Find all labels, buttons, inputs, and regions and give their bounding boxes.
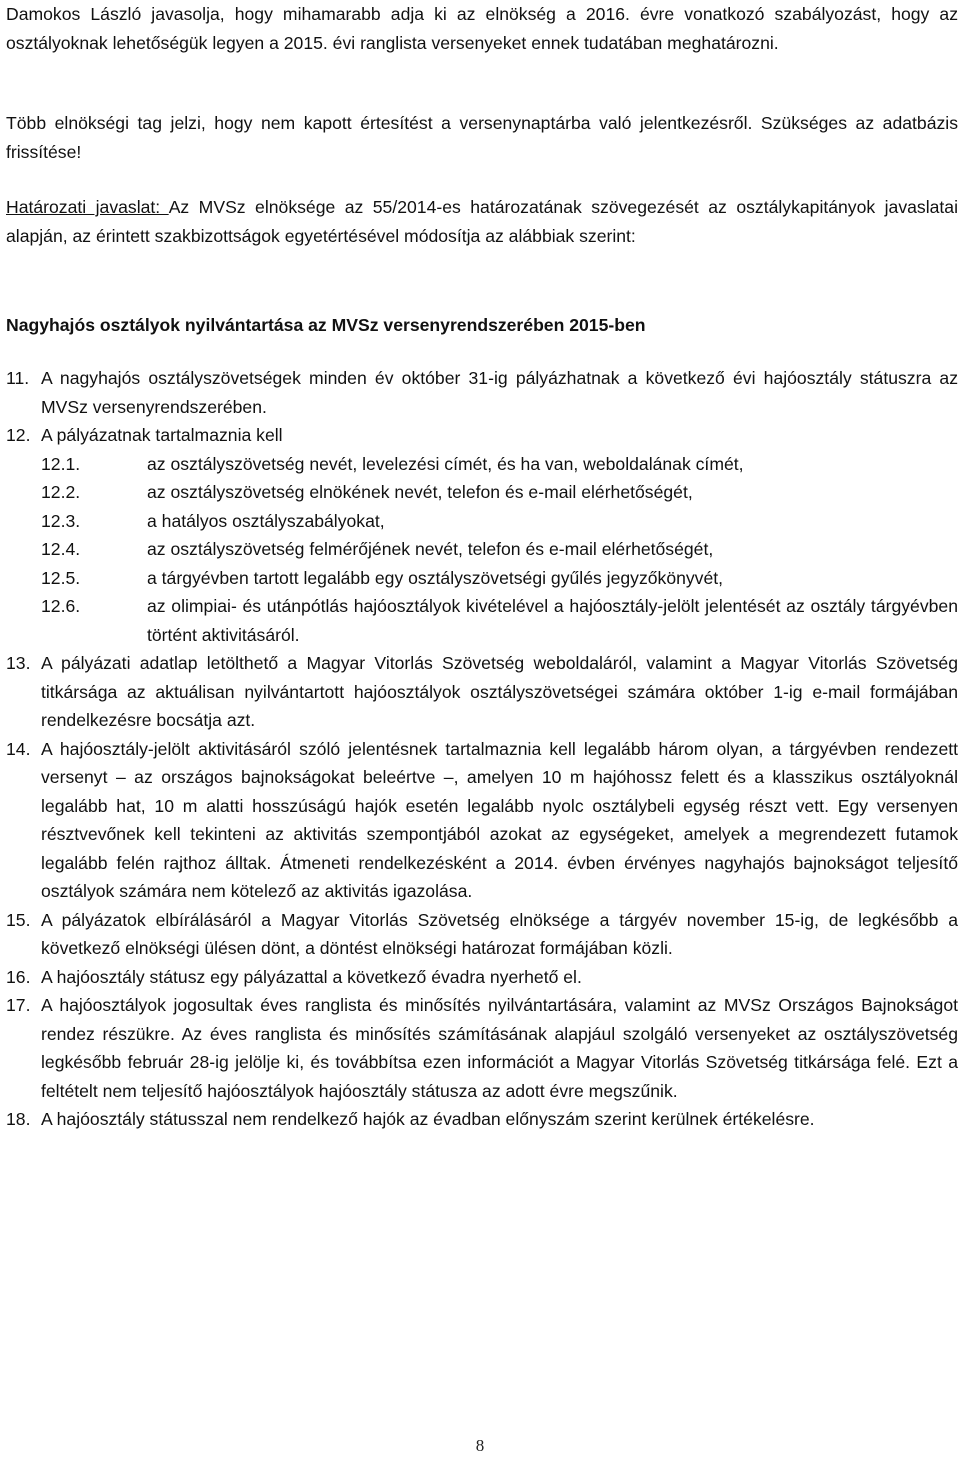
item-number: 12. (6, 425, 31, 445)
item-number: 13. (6, 653, 31, 673)
sub-item-text: az osztályszövetség elnökének nevét, telefon és e-mail elérhetőségét, (147, 482, 693, 502)
list-item (6, 649, 958, 735)
paragraph-registration-note: Több elnökségi tag jelzi, hogy nem kapott értesítést a versenynaptárba való jelentkezésről. Szükséges az adatbázis frissítése! (6, 113, 958, 162)
item-text: A hajóosztályok jogosultak éves ranglista és minősítés nyilvántartására, valamint az MVSz Országos Bajnokságot rendez részükre. Az éves ranglista és minősítés számításának alapjául szolgáló versenyeket az osztályszövetség legkésőbb február 28-ig jelölje ki, és továbbítsa ezen információt a Magyar Vitorlás Szövetség titkársága felé. Ezt a feltételt nem teljesítő hajóosztályok hajóosztály státusza az adott évre megszűnik. (41, 995, 958, 1101)
item-number: 14. (6, 738, 31, 759)
sub-item-text: a tárgyévben tartott legalább egy osztályszövetségi gyűlés jegyzőkönyvét, (147, 567, 724, 588)
list-item (6, 735, 958, 906)
sub-item-text: a hatályos osztályszabályokat, (147, 510, 385, 531)
sub-item-text: az olimpiai- és utánpótlás hajóosztályok kivételével a hajóosztály-jelölt jelentését az osztály tárgyévben történt aktivitásáról. (147, 596, 958, 645)
sub-list-item (6, 564, 958, 593)
sub-item-number: 12.5. (41, 567, 81, 588)
sub-list-item (6, 592, 958, 649)
resolution-label: Határozati javaslat: (6, 197, 169, 217)
list-item (6, 364, 958, 421)
list-item (6, 991, 958, 1105)
page-number: 8 (475, 1436, 485, 1455)
paragraph-resolution-proposal (6, 193, 958, 250)
list-item (6, 1105, 958, 1134)
item-number: 18. (6, 1109, 31, 1129)
list-item (6, 963, 958, 992)
item-text: A pályázati adatlap letölthető a Magyar Vitorlás Szövetség weboldaláról, valamint a Magyar Vitorlás Szövetség titkársága az aktuálisan nyilvántartott hajóosztályok osztályszövetségei számára október 1-ig e-mail formájában rendelkezésre bocsátja azt. (41, 653, 958, 730)
item-text: A hajóosztály státusz egy pályázattal a következő évadra nyerhető el. (41, 966, 582, 987)
item-text: A pályázatok elbírálásáról a Magyar Vitorlás Szövetség elnöksége a tárgyév november 15-ig, de legkésőbb a következő elnökségi ülésen dönt, a döntést elnökségi határozat formájában közli. (41, 909, 958, 958)
sub-list-item (6, 535, 958, 564)
numbered-list (6, 364, 958, 1134)
sub-item-text: az osztályszövetség felmérőjének nevét, telefon és e-mail elérhetőségét, (147, 539, 714, 559)
item-number: 17. (6, 995, 31, 1015)
sub-list-item (6, 478, 958, 507)
item-number: 11. (6, 368, 30, 388)
sub-item-number: 12.1. (41, 453, 81, 474)
list-item (6, 421, 958, 450)
sub-item-number: 12.6. (41, 596, 81, 616)
item-text: A pályázatnak tartalmaznia kell (41, 425, 283, 445)
paragraph-intro: Damokos László javasolja, hogy mihamarabb adja ki az elnökség a 2016. évre vonatkozó szabályozást, hogy az osztályoknak lehetőségük legyen a 2015. évi ranglista versenyeket ennek tudatában meghatározni. (6, 4, 958, 53)
sub-item-text: az osztályszövetség nevét, levelezési címét, és ha van, weboldalának címét, (147, 453, 744, 474)
item-text: A hajóosztály-jelölt aktivitásáról szóló jelentésnek tartalmaznia kell legalább három olyan, a tárgyévben rendezett versenyt – az országos bajnokságokat beleértve –, amelyen 10 m hajóhossz felett és a klasszikus osztályoknál legalább hat, 10 m alatti hosszúságú hajók esetén legalább nyolc osztálybeli egység részt vett. Egy versenyen résztvevőnek kell tekinteni az aktivitás szempontjából azokat az egységeket, amelyek a megrendezett futamok legalább felén rajthoz álltak. Átmeneti rendelkezésként a 2014. évben érvényes nagyhajós bajnokságot teljesítő osztályok számára nem kötelező az aktivitás igazolása. (41, 738, 958, 901)
sub-list-item (6, 450, 958, 479)
item-text: A nagyhajós osztályszövetségek minden év október 31-ig pályázhatnak a következő évi hajóosztály státuszra az MVSz versenyrendszerében. (41, 368, 958, 417)
sub-item-number: 12.2. (41, 482, 81, 502)
sub-item-number: 12.4. (41, 539, 81, 559)
sub-list-item (6, 507, 958, 536)
item-text: A hajóosztály státusszal nem rendelkező hajók az évadban előnyszám szerint kerülnek értékelésre. (41, 1109, 815, 1129)
item-number: 15. (6, 909, 31, 930)
list-item (6, 906, 958, 963)
resolution-text: Az MVSz elnöksége az 55/2014-es határozatának szövegezését az osztálykapitányok javaslatai alapján, az érintett szakbizottságok egyetértésével módosítja az alábbiak szerint: (6, 197, 958, 246)
section-heading: Nagyhajós osztályok nyilvántartása az MVSz versenyrendszerében 2015-ben (6, 315, 646, 335)
sub-item-number: 12.3. (41, 510, 81, 531)
item-number: 16. (6, 966, 31, 987)
